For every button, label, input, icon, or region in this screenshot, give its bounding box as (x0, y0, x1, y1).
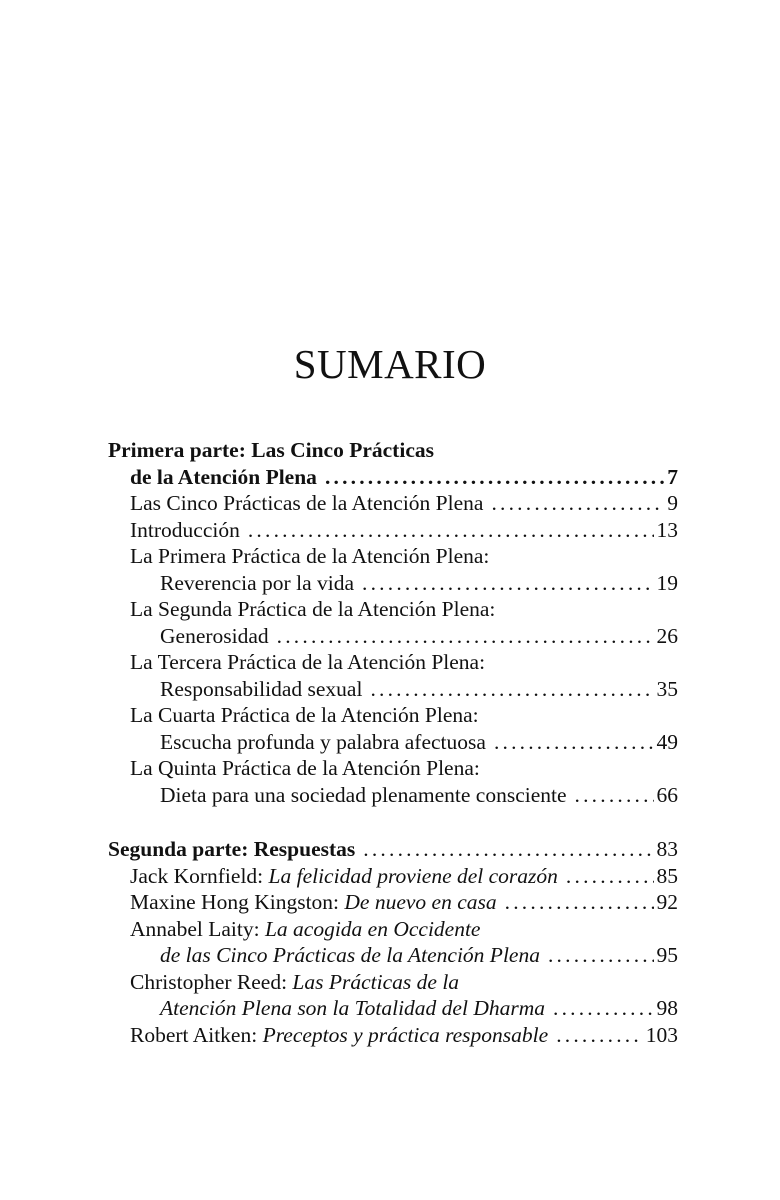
page-number: 26 (656, 623, 678, 648)
page-number: 98 (656, 996, 678, 1020)
part1-heading-cont[interactable] (108, 464, 678, 491)
page-number: 83 (656, 837, 678, 861)
leader-dots (491, 490, 664, 517)
toc-entry[interactable] (108, 676, 678, 703)
entry-label: La Primera Práctica de la Atención Plena: (130, 544, 490, 568)
entry-subtitle: Reverencia por la vida (160, 570, 355, 595)
leader-dots (575, 782, 654, 809)
leader-dots (553, 995, 654, 1022)
toc-entry-label (108, 916, 678, 943)
page-number: 85 (656, 863, 678, 888)
toc-entry-label (108, 755, 678, 782)
entry-label: Las Cinco Prácticas de la Atención Plena (130, 491, 484, 515)
entry-label: La Quinta Práctica de la Atención Plena: (130, 756, 480, 780)
entry-label: Introducción (130, 517, 240, 542)
leader-dots (362, 570, 653, 597)
page-number: 9 (667, 491, 678, 515)
page-number: 35 (656, 676, 678, 701)
part2-heading-label: Segunda parte: Respuestas (108, 837, 356, 861)
toc-entry-label (108, 543, 678, 570)
page-number: 7 (667, 464, 678, 489)
leader-dots (505, 889, 654, 916)
entry-subtitle: Escucha profunda y palabra afectuosa (160, 729, 486, 754)
toc-entry[interactable] (108, 490, 678, 517)
part2-heading[interactable] (108, 836, 678, 863)
toc-entry[interactable] (108, 623, 678, 650)
leader-dots (566, 863, 654, 890)
page-number: 13 (656, 517, 678, 542)
toc-entry[interactable] (108, 729, 678, 756)
entry-title: La acogida en Occidente (264, 916, 481, 941)
entry-author: Jack Kornfield: (130, 863, 264, 888)
toc-entry[interactable] (108, 782, 678, 809)
toc-entry[interactable] (108, 517, 678, 544)
entry-subtitle: Responsabilidad sexual (160, 676, 363, 701)
part1-heading (108, 437, 678, 464)
toc-entry[interactable] (108, 1022, 678, 1049)
page-number: 49 (656, 729, 678, 754)
toc-entry[interactable] (108, 889, 678, 916)
entry-title: De nuevo en casa (344, 890, 497, 914)
page-number: 95 (656, 943, 678, 967)
page-number: 92 (656, 890, 678, 914)
leader-dots (370, 676, 653, 703)
part1-heading-line2: de la Atención Plena (130, 464, 317, 489)
page-title: SUMARIO (293, 341, 487, 387)
toc-entry[interactable] (108, 995, 678, 1022)
entry-label: La Tercera Práctica de la Atención Plena: (130, 650, 486, 674)
entry-title: Las Prácticas de la (292, 969, 460, 994)
entry-author: Robert Aitken: (130, 1022, 258, 1047)
toc-entry[interactable] (108, 570, 678, 597)
leader-dots (325, 464, 664, 491)
page-number: 19 (656, 570, 678, 595)
leader-dots (556, 1022, 643, 1049)
entry-label: La Cuarta Práctica de la Atención Plena: (130, 703, 479, 727)
toc-entry-label (108, 702, 678, 729)
entry-subtitle: Generosidad (160, 623, 269, 648)
part1-heading-line1: Primera parte: Las Cinco Prácticas (108, 438, 434, 462)
leader-dots (548, 942, 654, 969)
entry-author: Annabel Laity: (130, 916, 260, 941)
entry-label: La Segunda Práctica de la Atención Plena: (130, 597, 496, 621)
entry-title: La felicidad proviene del corazón (268, 863, 558, 888)
entry-author: Maxine Hong Kingston: (130, 890, 340, 914)
table-of-contents (108, 437, 678, 1048)
leader-dots (277, 623, 654, 650)
entry-title: Preceptos y práctica responsable (262, 1022, 549, 1047)
leader-dots (363, 836, 653, 863)
toc-entry[interactable] (108, 942, 678, 969)
entry-author: Christopher Reed: (130, 969, 288, 994)
toc-entry[interactable] (108, 863, 678, 890)
entry-title-cont: Atención Plena son la Totalidad del Dharma (160, 996, 545, 1020)
section-gap (108, 808, 678, 836)
toc-entry-label (108, 649, 678, 676)
page-number: 103 (645, 1022, 678, 1047)
toc-entry-label (108, 969, 678, 996)
toc-entry-label (108, 596, 678, 623)
page-number: 66 (656, 782, 678, 807)
entry-title-cont: de las Cinco Prácticas de la Atención Plena (160, 943, 540, 967)
leader-dots (248, 517, 654, 544)
entry-subtitle: Dieta para una sociedad plenamente consciente (160, 782, 567, 807)
leader-dots (494, 729, 654, 756)
